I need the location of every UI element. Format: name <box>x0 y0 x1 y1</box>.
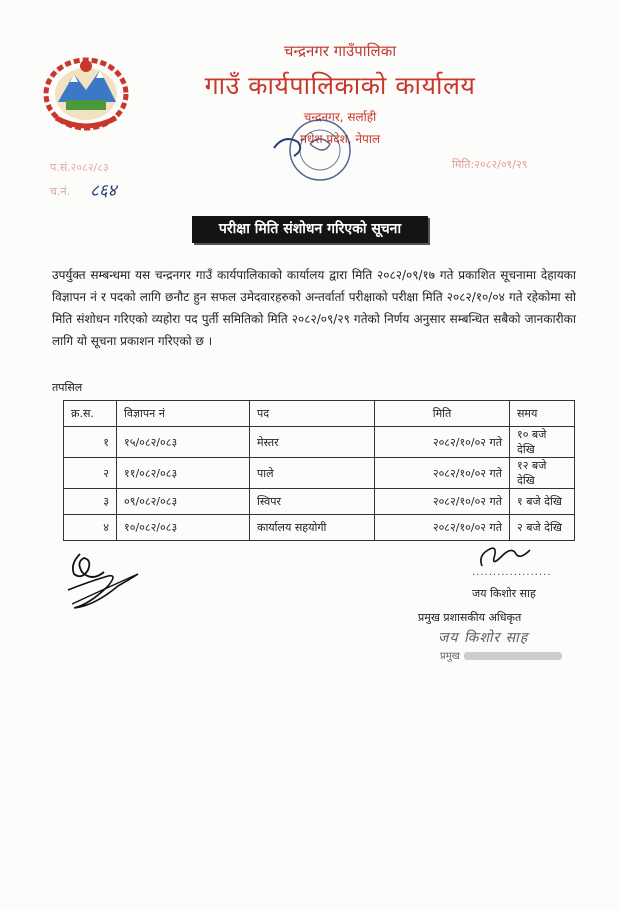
cell-serial: २ <box>64 458 117 489</box>
cell-date: २०८२/१०/०२ गते <box>375 515 510 541</box>
notice-body: उपर्युक्त सम्बन्धमा यस चन्द्रनगर गाउँ कार्यपालिकाको कार्यालय द्वारा मिति २०८२/०९/१७ गते प्रकाशित सूचनामा देहायका विज्ञापन नं र पदको लागि छनौट हुन सफल उमेदवारहरुको अन्तर्वार्ता परीक्षाको परीक्षा मिति २०८२/१०/०४ गते रहेकोमा सो मिति संशोधन गरिएको व्यहोरा पद पुर्ती समितिको मिति २०८२/०९/२९ गतेको निर्णय अनुसार सम्बन्धित सबैको जानकारीका लागि यो सूचना प्रकाशन गरिएको छ । <box>52 268 576 348</box>
table-header-row <box>64 401 575 427</box>
signature-line: ................... <box>472 567 552 578</box>
stamp-smudge <box>464 652 562 660</box>
cell-post: स्विपर <box>250 489 375 515</box>
reference-number: प.सं.२०८२/८३ <box>50 161 109 174</box>
cell-date: २०८२/१०/०२ गते <box>375 458 510 489</box>
table-row <box>64 427 575 458</box>
issue-date: मिति:२०८२/०९/२९ <box>452 158 528 171</box>
cell-post: कार्यालय सहयोगी <box>250 515 375 541</box>
notice-title: परीक्षा मिति संशोधन गरिएको सूचना <box>192 216 428 243</box>
address-line-2: मधेश प्रदेश, नेपाल <box>299 132 381 146</box>
cell-serial: १ <box>64 427 117 458</box>
cell-date: २०८२/१०/०२ गते <box>375 489 510 515</box>
table-row <box>64 515 575 541</box>
cell-advert-no: ०९/०८२/०८३ <box>117 489 250 515</box>
cell-serial: ३ <box>64 489 117 515</box>
cell-time: १२ बजे देखि <box>510 458 575 489</box>
title-stamp-text: प्रमुख <box>440 651 460 662</box>
signer-name: जय किशोर साह <box>472 587 536 600</box>
cell-serial: ४ <box>64 515 117 541</box>
cell-time: १० बजे देखि <box>510 427 575 458</box>
cell-post: पाले <box>250 458 375 489</box>
cell-date: २०८२/१०/०२ गते <box>375 427 510 458</box>
left-signature-icon <box>62 546 142 616</box>
header-date: मिति <box>375 401 510 427</box>
cell-advert-no: १५/०८२/०८३ <box>117 427 250 458</box>
header-serial: क्र.स. <box>64 401 117 427</box>
dispatch-label: च.नं. <box>50 185 71 198</box>
table-row <box>64 458 575 489</box>
cell-post: मेस्तर <box>250 427 375 458</box>
name-stamp: जय किशोर साह <box>438 630 529 646</box>
table-row <box>64 489 575 515</box>
municipality-name: चन्द्रनगर गाउँपालिका <box>283 42 397 60</box>
cell-time: २ बजे देखि <box>510 515 575 541</box>
details-label: तपसिल <box>52 381 83 394</box>
dispatch-number: ८६४ <box>90 181 117 201</box>
schedule-table <box>63 400 575 541</box>
header-post: पद <box>250 401 375 427</box>
header-advert-no: विज्ञापन नं <box>117 401 250 427</box>
office-stamp-icon <box>262 110 354 192</box>
cell-time: १ बजे देखि <box>510 489 575 515</box>
cell-advert-no: ११/०८२/०८३ <box>117 458 250 489</box>
header-time: समय <box>510 401 575 427</box>
cell-advert-no: १०/०८२/०८३ <box>117 515 250 541</box>
title-stamp <box>440 648 562 662</box>
signer-title: प्रमुख प्रशासकीय अधिकृत <box>418 611 522 624</box>
address-line-1: चन्द्रनगर, सर्लाही <box>303 110 377 124</box>
office-name: गाउँ कार्यपालिकाको कार्यालय <box>204 71 476 100</box>
